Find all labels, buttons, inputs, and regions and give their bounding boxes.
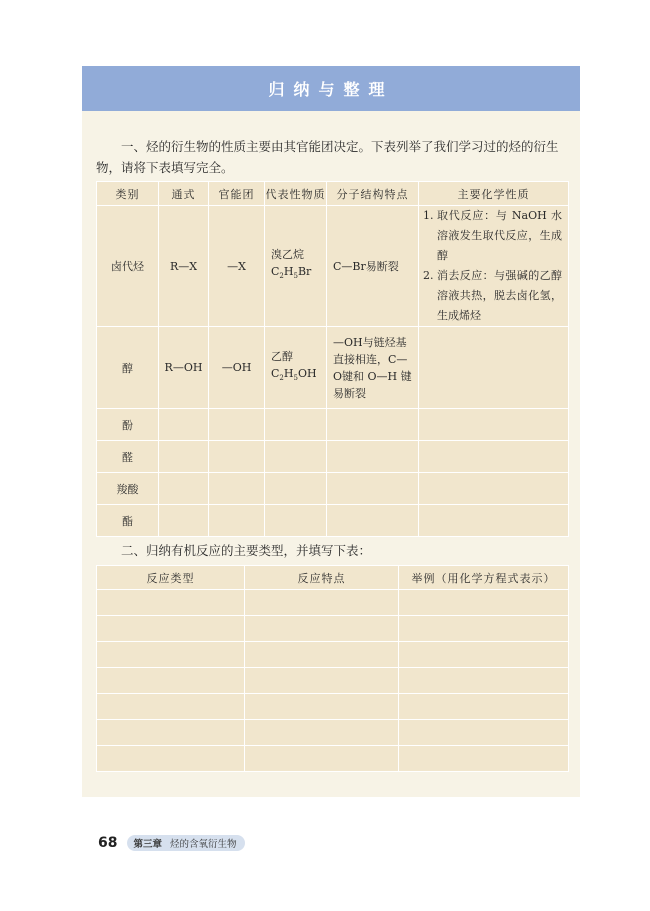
rep-name: 乙醇 — [271, 349, 293, 363]
cell-properties — [419, 327, 569, 409]
cell-category: 酯 — [97, 505, 159, 537]
header-reaction-type: 反应类型 — [97, 566, 245, 590]
header-reaction-example: 举例（用化学方程式表示） — [399, 566, 569, 590]
table-row — [97, 409, 569, 441]
table-row — [97, 720, 569, 746]
chapter-tag — [127, 835, 244, 851]
cell-structure: C—Br易断裂 — [327, 206, 419, 327]
property-item: 2. 消去反应：与强碱的乙醇溶液共热，脱去卤化氢，生成烯烃 — [423, 269, 562, 322]
table-row — [97, 206, 569, 327]
header-reaction-feature: 反应特点 — [245, 566, 399, 590]
table-row — [97, 642, 569, 668]
header-formula: 通式 — [159, 182, 209, 206]
chapter-title: 烃的含氧衍生物 — [170, 839, 237, 850]
cell-properties — [419, 206, 569, 327]
table-row — [97, 473, 569, 505]
table-row — [97, 694, 569, 720]
cell-formula: R—X — [159, 206, 209, 327]
rep-formula: $C_2H_5OH$ — [271, 366, 317, 383]
table-row — [97, 746, 569, 772]
table-row — [97, 505, 569, 537]
header-structure: 分子结构特点 — [327, 182, 419, 206]
cell-group: —OH — [209, 327, 265, 409]
cell-formula: R—OH — [159, 327, 209, 409]
header-representative: 代表性物质 — [265, 182, 327, 206]
table-row — [97, 590, 569, 616]
section-banner — [82, 66, 580, 111]
reactions-table — [96, 565, 569, 772]
table-row — [97, 668, 569, 694]
page-number: 68 — [98, 835, 118, 851]
table-header-row — [97, 182, 569, 206]
cell-representative — [265, 327, 327, 409]
cell-structure: —OH与链烃基直接相连，C—O键和 O—H 键易断裂 — [327, 327, 419, 409]
table-header-row — [97, 566, 569, 590]
cell-category: 羧酸 — [97, 473, 159, 505]
cell-category: 酚 — [97, 409, 159, 441]
table-row — [97, 441, 569, 473]
derivatives-table — [96, 181, 569, 537]
cell-category: 醛 — [97, 441, 159, 473]
summary-panel — [82, 66, 580, 797]
rep-name: 溴乙烷 — [271, 248, 304, 262]
intro-paragraph: 一、烃的衍生物的性质主要由其官能团决定。下表列举了我们学习过的烃的衍生物，请将下表填写完全。 — [96, 139, 559, 175]
page-footer — [98, 834, 245, 852]
header-category: 类别 — [97, 182, 159, 206]
cell-group: —X — [209, 206, 265, 327]
cell-representative — [265, 206, 327, 327]
banner-title: 归纳与整理 — [268, 80, 394, 99]
cell-category: 卤代烃 — [97, 206, 159, 327]
table-row — [97, 327, 569, 409]
header-properties: 主要化学性质 — [419, 182, 569, 206]
cell-category: 醇 — [97, 327, 159, 409]
rep-formula: $C_2H_5Br$ — [271, 265, 312, 281]
table-row — [97, 616, 569, 642]
property-item: 1. 取代反应：与 NaOH 水溶液发生取代反应，生成醇 — [423, 209, 562, 262]
header-functional-group: 官能团 — [209, 182, 265, 206]
section2-heading: 二、归纳有机反应的主要类型，并填写下表： — [121, 543, 372, 558]
chapter-number: 第三章 — [133, 839, 162, 850]
